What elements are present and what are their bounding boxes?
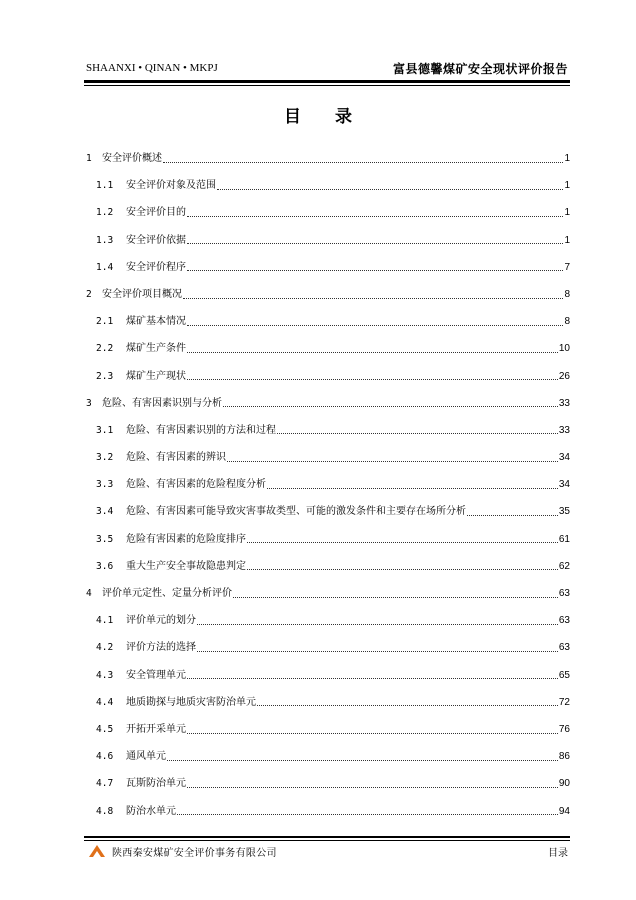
toc-entry-title: 危险、有害因素的辨识 xyxy=(126,452,226,464)
toc-entry-number: 3.6 xyxy=(96,560,114,572)
toc-entry-number: 4.5 xyxy=(96,723,114,735)
toc-entry-title: 安全评价程序 xyxy=(126,261,186,273)
toc-entry-number: 4.4 xyxy=(96,696,114,708)
toc-dot-leader xyxy=(187,677,558,679)
toc-dot-leader xyxy=(187,215,563,217)
toc-entry-page: 61 xyxy=(558,533,570,545)
toc-dot-leader xyxy=(217,188,563,190)
toc-entry-number: 3.4 xyxy=(96,506,114,518)
toc-entry[interactable] xyxy=(86,145,570,172)
toc-entry-page: 1 xyxy=(564,180,570,192)
toc-entry-number: 3.1 xyxy=(96,424,114,436)
toc-entry[interactable] xyxy=(86,172,570,199)
toc-entry[interactable] xyxy=(86,444,570,471)
toc-entry-page: 7 xyxy=(564,261,570,273)
toc-entry-title: 危险、有害因素可能导致灾害事故类型、可能的激发条件和主要存在场所分析 xyxy=(126,506,466,518)
toc-entry-title: 煤矿生产现状 xyxy=(126,370,186,382)
toc-dot-leader xyxy=(177,813,558,815)
toc-entry-number: 4.2 xyxy=(96,642,114,654)
toc-entry-page: 86 xyxy=(558,751,570,763)
toc-entry-title: 地质勘探与地质灾害防治单元 xyxy=(126,696,256,708)
toc-entry[interactable] xyxy=(86,417,570,444)
toc-entry[interactable] xyxy=(86,798,570,825)
toc-entry-number: 3.2 xyxy=(96,452,114,464)
toc-dot-leader xyxy=(183,297,563,299)
toc-entry-number: 1.2 xyxy=(96,207,114,219)
toc-dot-leader xyxy=(187,242,563,244)
toc-entry-page: 72 xyxy=(558,696,570,708)
toc-entry-number: 4.1 xyxy=(96,615,114,627)
toc-entry-page: 1 xyxy=(564,234,570,246)
toc-entry-title: 重大生产安全事故隐患判定 xyxy=(126,560,246,572)
toc-entry-number: 1 xyxy=(86,153,92,164)
footer-section-label: 目录 xyxy=(548,848,568,859)
toc-dot-leader xyxy=(247,541,558,543)
toc-entry-page: 90 xyxy=(558,778,570,790)
company-logo-icon xyxy=(88,844,106,858)
header-rule-thin xyxy=(84,85,570,86)
toc-entry-page: 1 xyxy=(564,207,570,219)
toc-dot-leader xyxy=(187,351,558,353)
toc-entry[interactable] xyxy=(86,526,570,553)
toc-entry-title: 安全评价项目概况 xyxy=(102,288,182,300)
toc-entry-page: 62 xyxy=(558,560,570,572)
toc-dot-leader xyxy=(257,704,558,706)
toc-entry-page: 8 xyxy=(564,316,570,328)
toc-entry-page: 26 xyxy=(558,370,570,382)
toc-entry[interactable] xyxy=(86,390,570,417)
toc-entry-page: 33 xyxy=(558,424,570,436)
toc-entry-title: 安全评价目的 xyxy=(126,207,186,219)
toc-entry-page: 35 xyxy=(558,506,570,518)
header-rule xyxy=(84,80,570,83)
toc-dot-leader xyxy=(267,487,558,489)
toc-entry[interactable] xyxy=(86,335,570,362)
toc-entry-page: 34 xyxy=(558,479,570,491)
toc-entry[interactable] xyxy=(86,308,570,335)
toc-entry-title: 通风单元 xyxy=(126,751,166,763)
toc-entry-title: 安全管理单元 xyxy=(126,669,186,681)
toc-entry-number: 2.1 xyxy=(96,316,114,328)
toc-dot-leader xyxy=(233,596,558,598)
toc-dot-leader xyxy=(197,623,558,625)
toc-entry-page: 1 xyxy=(564,153,570,164)
toc-entry-title: 瓦斯防治单元 xyxy=(126,778,186,790)
page-title: 目 录 xyxy=(284,107,366,127)
toc-entry-number: 1.1 xyxy=(96,180,114,192)
toc-dot-leader xyxy=(197,650,558,652)
toc-entry[interactable] xyxy=(86,634,570,661)
toc-entry-title: 评价单元的划分 xyxy=(126,615,196,627)
toc-entry[interactable] xyxy=(86,471,570,498)
toc-entry-number: 4.6 xyxy=(96,751,114,763)
toc-entry[interactable] xyxy=(86,716,570,743)
toc-dot-leader xyxy=(467,514,558,516)
toc-entry-page: 33 xyxy=(558,397,570,409)
toc-entry[interactable] xyxy=(86,498,570,525)
toc-entry-page: 34 xyxy=(558,452,570,464)
toc-entry-page: 8 xyxy=(564,288,570,300)
toc-entry[interactable] xyxy=(86,281,570,308)
toc-entry[interactable] xyxy=(86,227,570,254)
toc-entry-number: 4.3 xyxy=(96,669,114,681)
toc-entry-title: 开拓开采单元 xyxy=(126,723,186,735)
header-left-code: SHAANXI • QINAN • MKPJ xyxy=(86,62,218,74)
toc-entry-number: 1.4 xyxy=(96,261,114,273)
toc-entry-number: 3.5 xyxy=(96,533,114,545)
toc-entry-title: 防治水单元 xyxy=(126,805,176,817)
toc-entry-page: 63 xyxy=(558,588,570,599)
toc-entry-page: 63 xyxy=(558,615,570,627)
toc-entry-title: 评价方法的选择 xyxy=(126,642,196,654)
toc-entry[interactable] xyxy=(86,607,570,634)
toc-entry-title: 危险、有害因素识别的方法和过程 xyxy=(126,424,276,436)
toc-entry-number: 3 xyxy=(86,397,92,409)
toc-dot-leader xyxy=(247,568,558,570)
toc-entry-number: 2 xyxy=(86,288,92,300)
toc-entry-number: 2.2 xyxy=(96,343,114,355)
toc-entry[interactable] xyxy=(86,743,570,770)
toc-entry[interactable] xyxy=(86,363,570,390)
footer-company-name: 陕西秦安煤矿安全评价事务有限公司 xyxy=(112,848,277,859)
toc-entry[interactable] xyxy=(86,580,570,607)
toc-dot-leader xyxy=(223,405,558,407)
toc-entry-page: 94 xyxy=(558,805,570,817)
toc-entry-title: 煤矿生产条件 xyxy=(126,343,186,355)
toc-entry-number: 4 xyxy=(86,588,92,599)
table-of-contents xyxy=(86,145,570,825)
toc-entry-title: 危险、有害因素的危险程度分析 xyxy=(126,479,266,491)
toc-entry[interactable] xyxy=(86,662,570,689)
toc-dot-leader xyxy=(187,378,558,380)
toc-entry[interactable] xyxy=(86,689,570,716)
toc-entry-title: 安全评价对象及范围 xyxy=(126,180,216,192)
toc-entry-number: 4.8 xyxy=(96,805,114,817)
footer-rule xyxy=(84,836,570,838)
toc-entry-title: 评价单元定性、定量分析评价 xyxy=(102,588,232,599)
toc-entry-title: 危险有害因素的危险度排序 xyxy=(126,533,246,545)
toc-dot-leader xyxy=(163,161,563,163)
toc-entry-page: 63 xyxy=(558,642,570,654)
toc-entry-page: 10 xyxy=(558,343,570,355)
toc-entry[interactable] xyxy=(86,770,570,797)
toc-dot-leader xyxy=(227,460,558,462)
footer-rule-thin xyxy=(84,840,570,841)
toc-entry-title: 煤矿基本情况 xyxy=(126,316,186,328)
toc-entry-page: 65 xyxy=(558,669,570,681)
toc-entry-number: 4.7 xyxy=(96,778,114,790)
toc-dot-leader xyxy=(187,732,558,734)
toc-entry[interactable] xyxy=(86,199,570,226)
header-report-title: 富县德馨煤矿安全现状评价报告 xyxy=(392,62,568,76)
toc-dot-leader xyxy=(167,759,558,761)
toc-dot-leader xyxy=(187,269,563,271)
toc-entry[interactable] xyxy=(86,553,570,580)
toc-entry-number: 3.3 xyxy=(96,479,114,491)
toc-dot-leader xyxy=(187,324,563,326)
toc-entry-number: 2.3 xyxy=(96,370,114,382)
toc-dot-leader xyxy=(187,786,558,788)
page-header xyxy=(84,56,570,82)
toc-entry-title: 安全评价概述 xyxy=(102,153,162,164)
toc-dot-leader xyxy=(277,432,558,434)
toc-entry-title: 安全评价依据 xyxy=(126,234,186,246)
toc-entry-number: 1.3 xyxy=(96,234,114,246)
toc-entry[interactable] xyxy=(86,254,570,281)
toc-entry-title: 危险、有害因素识别与分析 xyxy=(102,397,222,409)
toc-entry-page: 76 xyxy=(558,723,570,735)
